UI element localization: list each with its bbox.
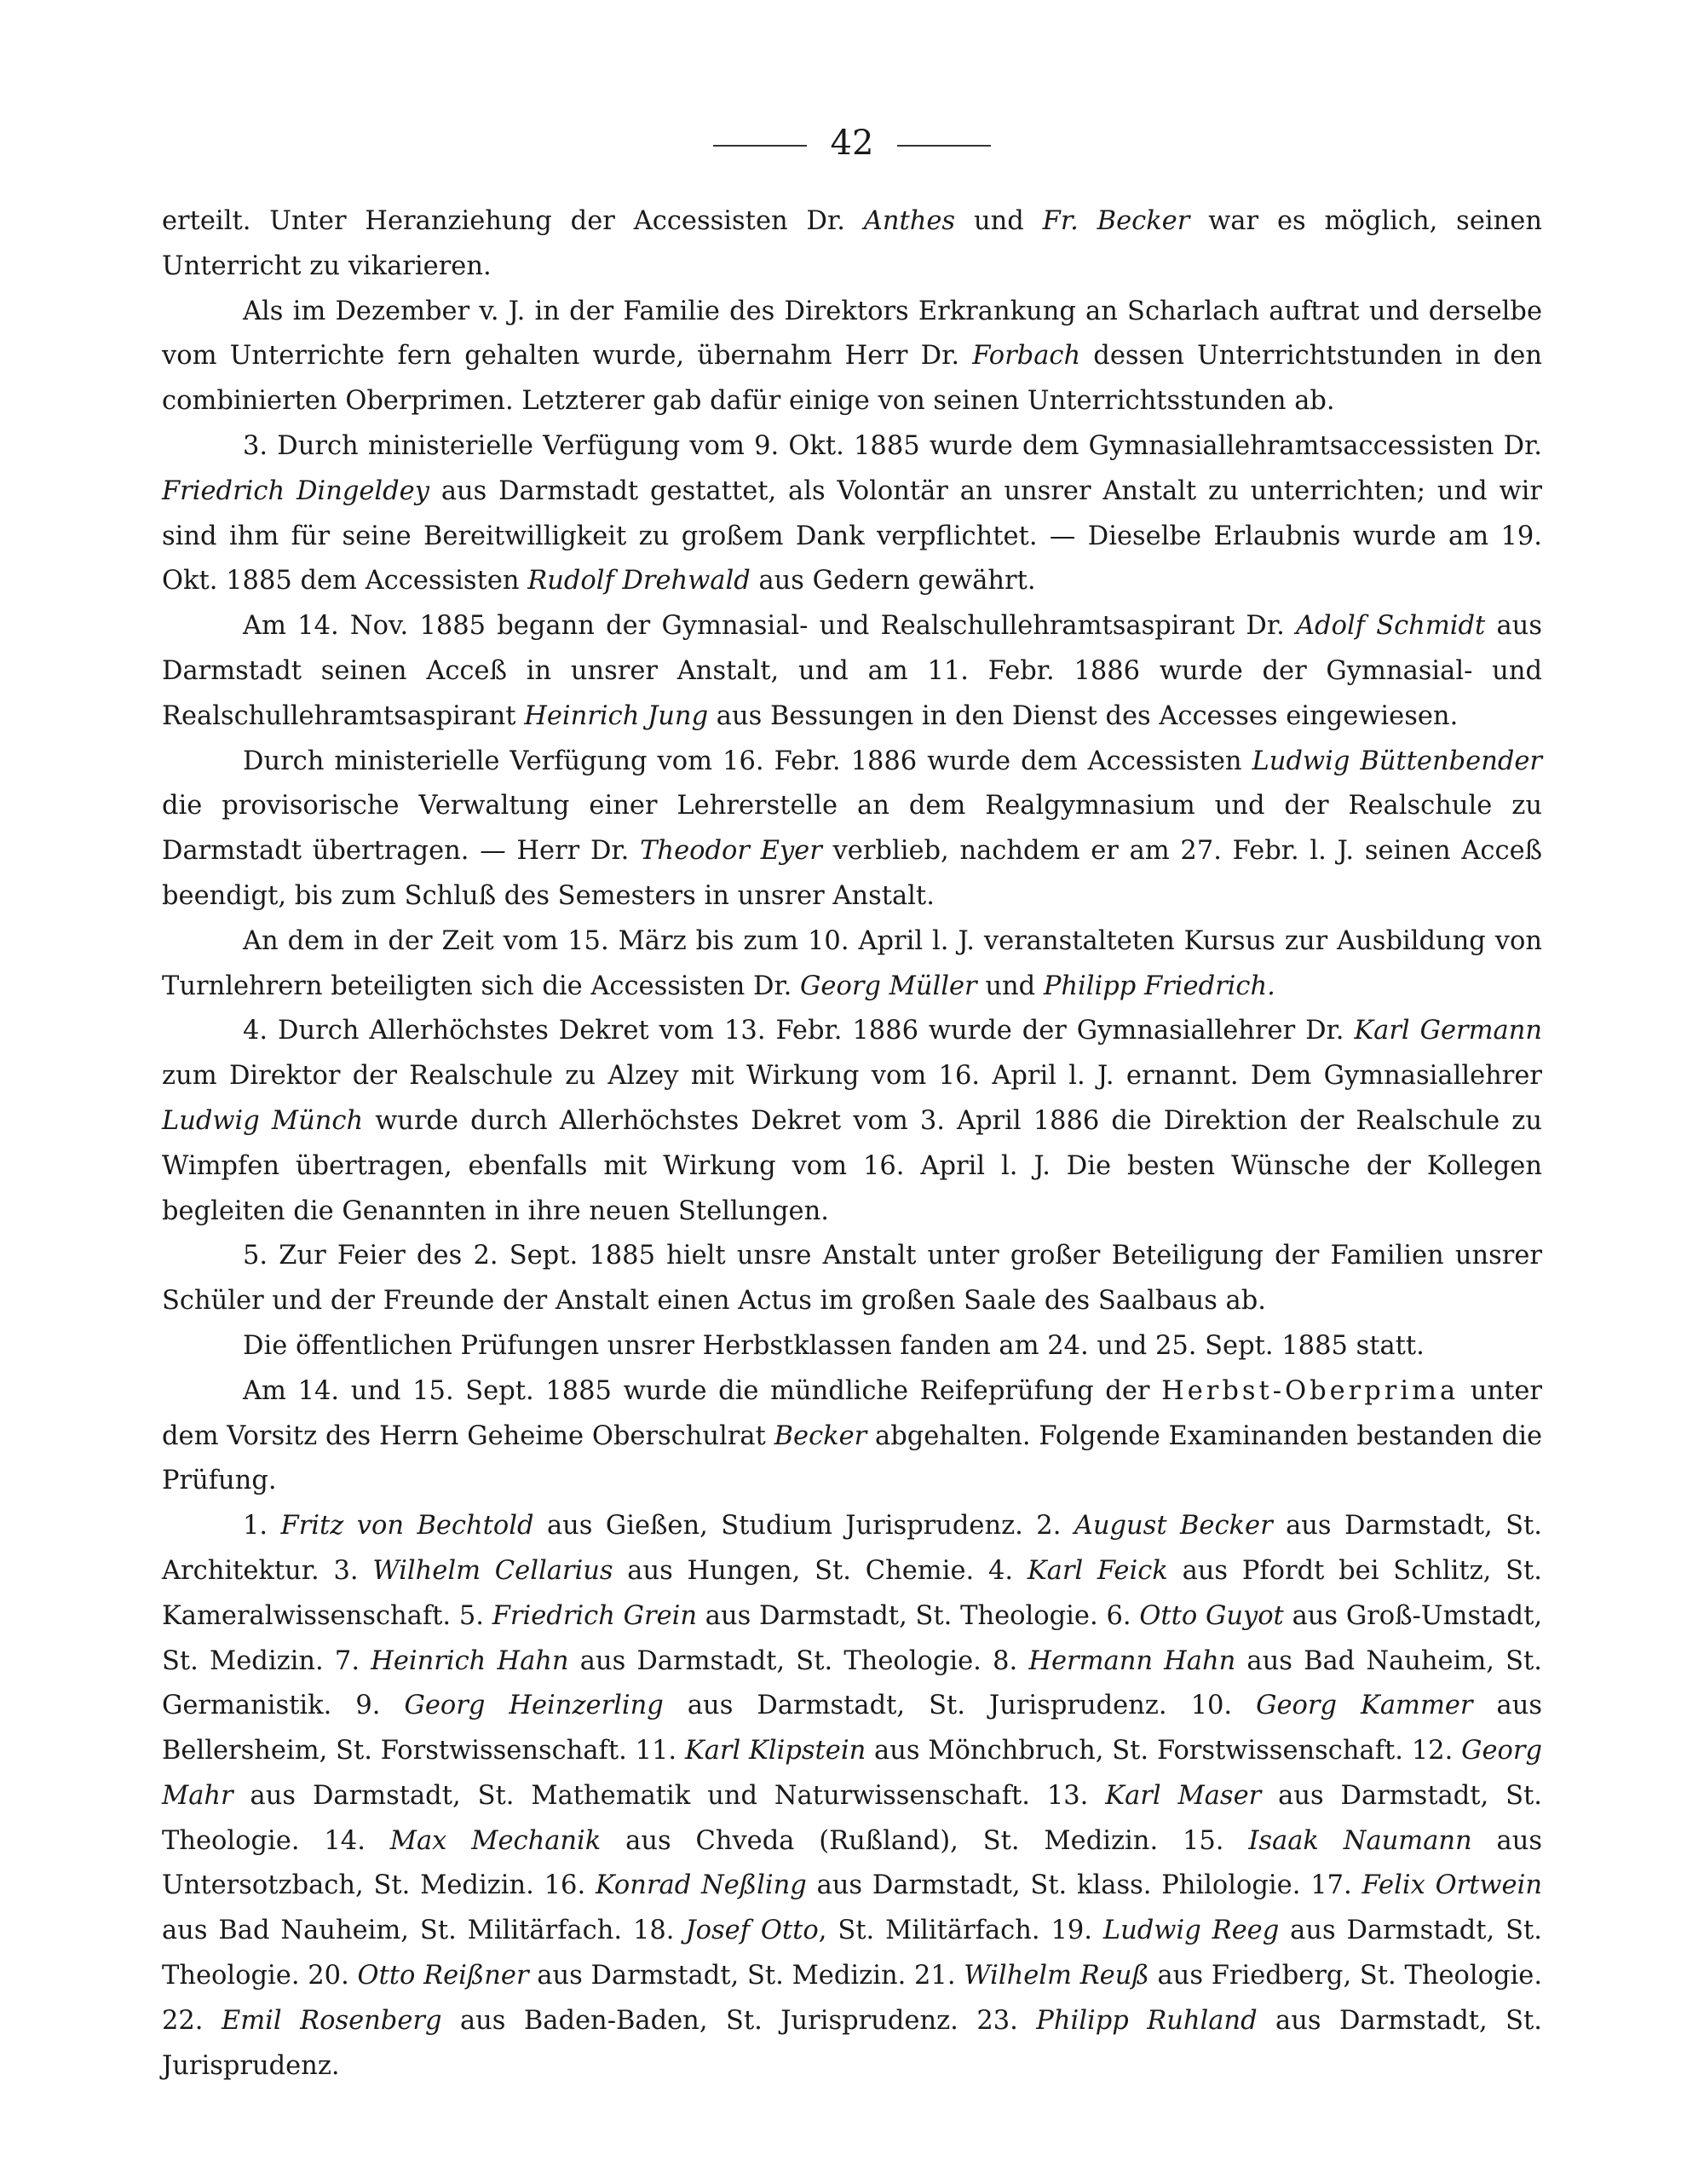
- text-run: aus Darmstadt, St. Medizin. 21.: [528, 1961, 964, 1991]
- text-run: aus Darmstadt, St. Theologie. 14.: [162, 1780, 1542, 1856]
- paragraph: [162, 604, 1542, 739]
- text-run: 3. Durch ministerielle Verfügung vom 9. Okt. 1885 wurde dem Gymnasiallehramtsaccessisten Dr.: [243, 430, 1542, 461]
- text-run: und: [955, 206, 1043, 236]
- paragraph: [162, 1234, 1542, 1324]
- paragraph: [162, 919, 1542, 1010]
- person-name: Emil Rosenberg: [221, 2005, 442, 2036]
- person-name: Karl Feick: [1027, 1555, 1168, 1586]
- text-run: Als im Dezember v. J. in der Familie des Direktors Erkrankung an Scharlach auftrat und derselbe vom Unterrichte fern gehalten wurde, übernahm Herr Dr.: [162, 296, 1542, 372]
- person-name: Georg Kammer: [1256, 1691, 1473, 1721]
- text-run: und: [976, 971, 1044, 1001]
- person-name: Georg Mahr: [162, 1736, 1542, 1811]
- person-name: Friedrich Dingeldey: [162, 475, 429, 506]
- text-run: Durch ministerielle Verfügung vom 16. Febr. 1886 wurde dem Accessisten: [243, 746, 1252, 776]
- left-dash: [713, 145, 807, 147]
- person-name: Friedrich Grein: [492, 1600, 698, 1631]
- text-run: An dem in der Zeit vom 15. März bis zum 10. April l. J. veranstalteten Kursus zur Ausbildung von Turnlehrern beteiligten sich die Accessisten Dr.: [162, 925, 1542, 1001]
- text-run: aus Bad Nauheim, St. Germanistik. 9.: [162, 1645, 1542, 1721]
- person-name: Adolf Schmidt: [1296, 611, 1486, 642]
- person-name: Konrad Neßling: [595, 1870, 807, 1901]
- person-name: Philipp Friedrich.: [1043, 971, 1275, 1001]
- spaced-term: Herbst-Oberprima: [1161, 1375, 1459, 1406]
- text-run: Die öffentlichen Prüfungen unsrer Herbstklassen fanden am 24. und 25. Sept. 1885 statt.: [243, 1330, 1425, 1361]
- text-run: aus Mönchbruch, St. Forstwissenschaft. 12.: [866, 1736, 1462, 1766]
- text-run: dessen Unterrichtstunden in den combinierten Oberprimen. Letzterer gab dafür einige von seinen Unterrichtsstunden ab.: [162, 341, 1542, 417]
- text-run: erteilt. Unter Heranziehung der Accessisten Dr.: [162, 206, 864, 236]
- person-name: Fritz von Bechtold: [280, 1511, 534, 1541]
- person-name: Hermann Hahn: [1028, 1645, 1236, 1676]
- page-number: [0, 119, 1704, 167]
- paragraph: [162, 1324, 1542, 1369]
- text-run: 5. Zur Feier des 2. Sept. 1885 hielt unsre Anstalt unter großer Beteiligung der Familien unsrer Schüler und der Freunde der Anstalt einen Actus im großen Saale des Saalbaus ab.: [162, 1241, 1542, 1317]
- person-name: Felix Ortwein: [1361, 1870, 1542, 1901]
- text-body: [162, 199, 1542, 2089]
- text-run: aus Darmstadt, St. Theologie. 20.: [162, 1916, 1542, 1991]
- text-run: Am 14. und 15. Sept. 1885 wurde die mündliche Reifeprüfung der: [243, 1375, 1162, 1406]
- text-run: aus Untersotzbach, St. Medizin. 16.: [162, 1825, 1543, 1901]
- person-name: Forbach: [972, 341, 1081, 372]
- text-run: zum Direktor der Realschule zu Alzey mit Wirkung vom 16. April l. J. ernannt. Dem Gymnasiallehrer: [162, 1061, 1542, 1092]
- text-run: aus Darmstadt gestattet, als Volontär an unsrer Anstalt zu unterrichten; und wir sind ihm für seine Bereitwilligkeit zu großem Dank verpflichtet. — Dieselbe Erlaubnis wurde am 19. Okt. 1885 dem Accessisten: [162, 475, 1542, 596]
- text-run: verblieb, nachdem er am 27. Febr. l. J. seinen Acceß beendigt, bis zum Schluß des Semesters in unsrer Anstalt.: [162, 836, 1543, 911]
- text-run: aus Darmstadt, St. Jurisprudenz.: [162, 2005, 1543, 2081]
- text-run: 4. Durch Allerhöchstes Dekret vom 13. Febr. 1886 wurde der Gymnasiallehrer Dr.: [243, 1016, 1355, 1046]
- person-name: Josef Otto: [685, 1916, 819, 1946]
- text-run: aus Darmstadt, St. Theologie. 6.: [697, 1600, 1140, 1631]
- paragraph: [162, 424, 1542, 604]
- person-name: Rudolf Drehwald: [527, 566, 751, 596]
- person-name: Wilhelm Reuß: [964, 1961, 1149, 1991]
- person-name: Heinrich Jung: [524, 700, 709, 731]
- text-run: aus Chveda (Rußland), St. Medizin. 15.: [601, 1825, 1249, 1856]
- text-run: aus Darmstadt, St. Theologie. 8.: [568, 1645, 1029, 1676]
- text-run: aus Bessungen in den Dienst des Accesses eingewiesen.: [708, 700, 1459, 731]
- person-name: August Becker: [1074, 1511, 1273, 1541]
- person-name: Ludwig Büttenbender: [1252, 746, 1542, 776]
- paragraph: [162, 1369, 1542, 1504]
- paragraph: [162, 290, 1542, 424]
- text-run: aus Bad Nauheim, St. Militärfach. 18.: [162, 1916, 686, 1946]
- person-name: Georg Müller: [800, 971, 977, 1001]
- text-run: die provisorische Verwaltung einer Lehrerstelle an dem Realgymnasium und der Realschule zu Darmstadt übertragen. — Herr Dr.: [162, 791, 1542, 867]
- text-run: aus Darmstadt seinen Acceß in unsrer Anstalt, und am 11. Febr. 1886 wurde der Gymnasial- und Realschullehramtsaspirant: [162, 611, 1542, 731]
- person-name: Theodor Eyer: [640, 836, 822, 867]
- page-number-value: 42: [830, 124, 874, 163]
- paragraph: [162, 1009, 1542, 1234]
- text-run: aus Pfordt bei Schlitz, St. Kameralwissenschaft. 5.: [162, 1555, 1542, 1631]
- text-run: , St. Militärfach. 19.: [818, 1916, 1103, 1946]
- person-name: Karl Germann: [1354, 1016, 1542, 1046]
- text-run: aus Gießen, Studium Jurisprudenz. 2.: [533, 1511, 1074, 1541]
- person-name: Fr. Becker: [1042, 206, 1190, 236]
- paragraph: [162, 740, 1542, 919]
- person-name: Ludwig Münch: [162, 1105, 364, 1136]
- person-name: Isaak Naumann: [1248, 1825, 1472, 1856]
- person-name: Philipp Ruhland: [1036, 2005, 1258, 2036]
- paragraph: [162, 1504, 1542, 2089]
- text-run: wurde durch Allerhöchstes Dekret vom 3. April 1886 die Direktion der Realschule zu Wimpfen übertragen, ebenfalls mit Wirkung vom 16. April l. J. Die besten Wünsche der Kollegen begleiten die Genannten in ihre neuen Stellungen.: [162, 1105, 1542, 1226]
- text-run: war es möglich, seinen Unterricht zu vikarieren.: [162, 206, 1542, 281]
- text-run: Am 14. Nov. 1885 begann der Gymnasial- und Realschullehramtsaspirant Dr.: [243, 611, 1297, 642]
- text-run: unter dem Vorsitz des Herrn Geheime Oberschulrat: [162, 1375, 1543, 1451]
- text-run: aus Darmstadt, St. Architektur. 3.: [162, 1511, 1542, 1586]
- person-name: Heinrich Hahn: [371, 1645, 569, 1676]
- text-run: aus Friedberg, St. Theologie. 22.: [162, 1961, 1543, 2036]
- person-name: Georg Heinzerling: [404, 1691, 664, 1721]
- text-run: aus Darmstadt, St. Mathematik und Naturwissenschaft. 13.: [233, 1780, 1106, 1811]
- person-name: Otto Reißner: [357, 1961, 529, 1991]
- person-name: Becker: [774, 1420, 867, 1451]
- person-name: Ludwig Reeg: [1102, 1916, 1280, 1946]
- text-run: aus Darmstadt, St. klass. Philologie. 17.: [806, 1870, 1362, 1901]
- text-run: aus Baden-Baden, St. Jurisprudenz. 23.: [441, 2005, 1037, 2036]
- person-name: Otto Guyot: [1139, 1600, 1284, 1631]
- person-name: Wilhelm Cellarius: [372, 1555, 613, 1586]
- text-run: aus Groß-Umstadt, St. Medizin. 7.: [162, 1600, 1543, 1676]
- person-name: Max Mechanik: [389, 1825, 602, 1856]
- paragraph: [162, 199, 1542, 290]
- person-name: Karl Maser: [1105, 1780, 1262, 1811]
- person-name: Karl Klipstein: [684, 1736, 866, 1766]
- person-name: Anthes: [863, 206, 956, 236]
- right-dash: [897, 145, 991, 147]
- text-run: aus Darmstadt, St. Jurisprudenz. 10.: [663, 1691, 1257, 1721]
- text-run: aus Hungen, St. Chemie. 4.: [613, 1555, 1028, 1586]
- text-run: abgehalten. Folgende Examinanden bestanden die Prüfung.: [162, 1420, 1542, 1496]
- text-run: aus Bellersheim, St. Forstwissenschaft. 11.: [162, 1691, 1543, 1766]
- text-run: aus Gedern gewährt.: [750, 566, 1036, 596]
- text-run: 1.: [243, 1511, 281, 1541]
